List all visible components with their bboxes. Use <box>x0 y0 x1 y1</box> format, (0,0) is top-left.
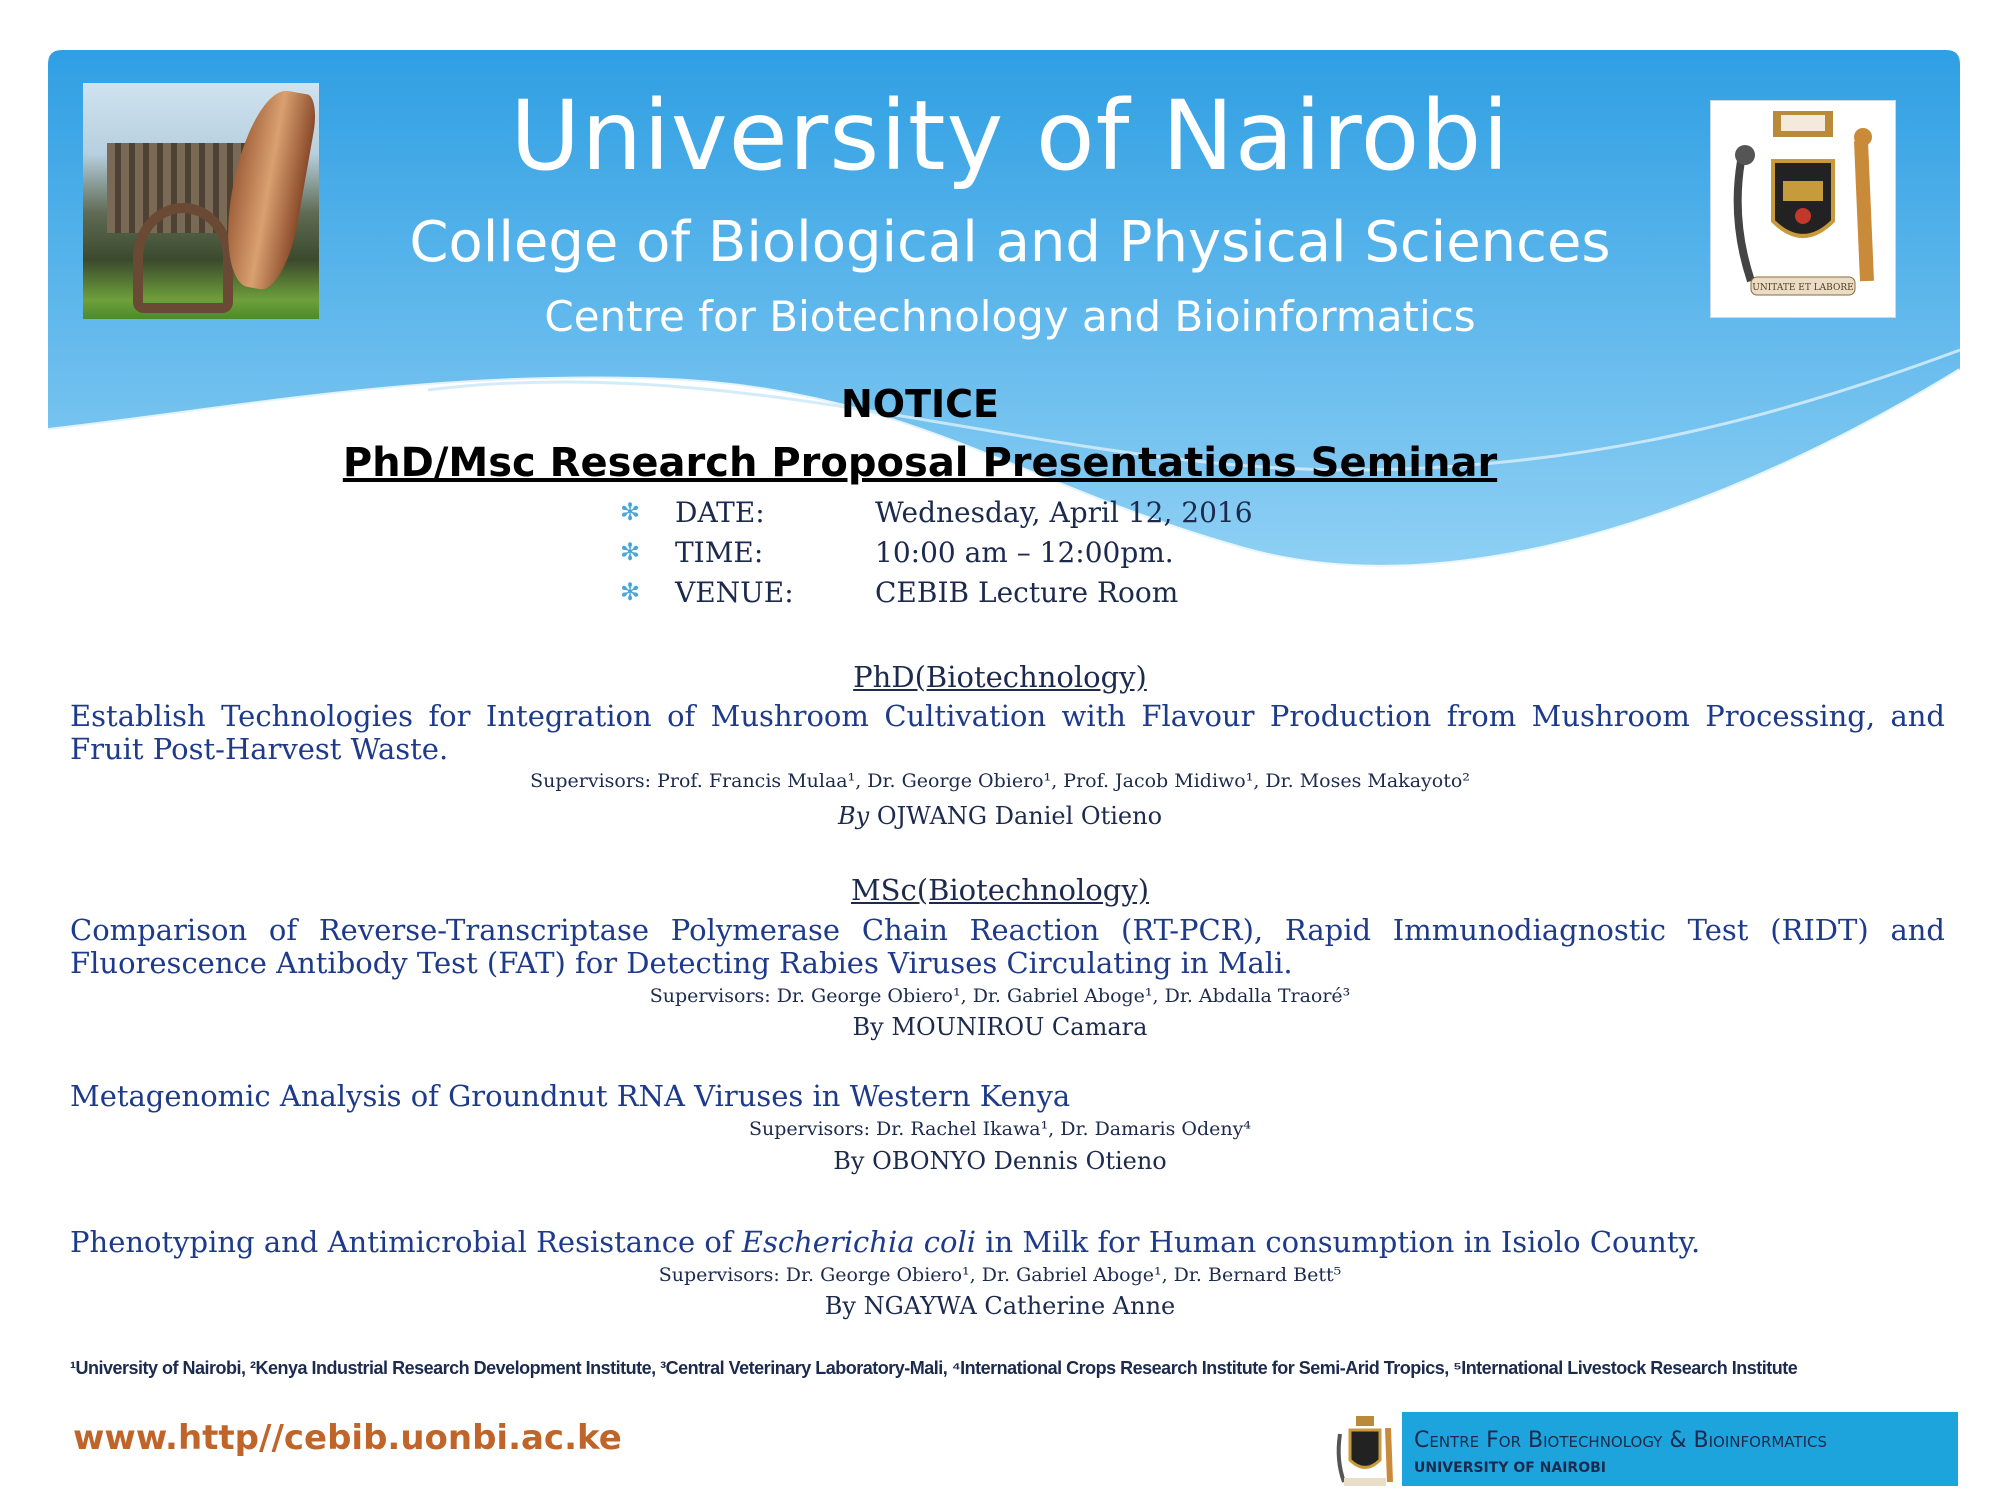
species-name: Escherichia coli <box>741 1225 977 1259</box>
campus-photo <box>83 83 319 319</box>
time-label: TIME: <box>675 535 764 569</box>
event-details <box>620 492 1253 612</box>
venue-label: VENUE: <box>675 575 794 609</box>
presenter-name: OJWANG Daniel Otieno <box>876 802 1163 830</box>
msc-project-title-3 <box>70 1226 1945 1259</box>
msc-presenter-1: By MOUNIROU Camara <box>852 1013 1148 1041</box>
crest-motto: UNITATE ET LABORE <box>1752 283 1854 293</box>
time-row <box>620 532 1253 572</box>
footer-logo-subtitle: UNIVERSITY OF NAIROBI <box>1414 1460 1606 1476</box>
bullet-icon: ✻ <box>620 578 641 606</box>
seminar-title: PhD/Msc Research Proposal Presentations Seminar <box>342 440 1498 486</box>
notice-heading: NOTICE <box>840 382 999 426</box>
mini-crest-icon <box>1330 1410 1400 1490</box>
footer-logo-title: Centre For Biotechnology & Bioinformatics <box>1414 1428 1827 1453</box>
venue-value: CEBIB Lecture Room <box>875 575 1179 609</box>
by-prefix: By <box>837 802 870 830</box>
msc-supervisors-2: Supervisors: Dr. Rachel Ikawa¹, Dr. Damaris Odeny⁴ <box>749 1118 1251 1140</box>
website-link[interactable]: www.http//cebib.uonbi.ac.ke <box>73 1418 622 1458</box>
msc-supervisors-1: Supervisors: Dr. George Obiero¹, Dr. Gabriel Aboge¹, Dr. Abdalla Traoré³ <box>649 985 1351 1007</box>
msc-heading: MSc(Biotechnology) <box>850 873 1150 907</box>
college-name: College of Biological and Physical Sciences <box>409 210 1611 275</box>
phd-supervisors: Supervisors: Prof. Francis Mulaa¹, Dr. George Obiero¹, Prof. Jacob Midiwo¹, Dr. Moses Makayoto² <box>530 770 1470 792</box>
university-title: University of Nairobi <box>510 80 1510 192</box>
bullet-icon: ✻ <box>620 498 641 526</box>
bullet-icon: ✻ <box>620 538 641 566</box>
venue-row <box>620 572 1253 612</box>
msc-project-title-1: Comparison of Reverse-Transcriptase Polymerase Chain Reaction (RT-PCR), Rapid Immunodiagnostic Test (RIDT) and Fluorescence Antibody Test (FAT) for Detecting Rabies Viruses Circulating in Mali. <box>70 913 1945 980</box>
msc-presenter-2: By OBONYO Dennis Otieno <box>833 1147 1167 1175</box>
centre-name: Centre for Biotechnology and Bioinformatics <box>544 292 1476 341</box>
footer-logo <box>1330 1410 1960 1490</box>
msc-supervisors-3: Supervisors: Dr. George Obiero¹, Dr. Gabriel Aboge¹, Dr. Bernard Bett⁵ <box>658 1264 1342 1286</box>
time-value: 10:00 am – 12:00pm. <box>875 535 1174 569</box>
phd-project-title: Establish Technologies for Integration of Mushroom Cultivation with Flavour Production from Mushroom Processing, and Fruit Post-Harvest Waste. <box>70 699 1945 766</box>
phd-presenter <box>0 802 2000 830</box>
msc-presenter-3: By NGAYWA Catherine Anne <box>824 1292 1176 1320</box>
affiliations-footnote: ¹University of Nairobi, ²Kenya Industrial Research Development Institute, ³Central Veterinary Laboratory-Mali, ⁴International Crops Research Institute for Semi-Arid Tropics, ⁵International Livestock Research Institute <box>70 1358 1798 1378</box>
date-value: Wednesday, April 12, 2016 <box>875 495 1253 529</box>
msc-project-title-2: Metagenomic Analysis of Groundnut RNA Viruses in Western Kenya <box>70 1079 1071 1113</box>
date-label: DATE: <box>675 495 765 529</box>
title-text: in Milk for Human consumption in Isiolo County. <box>976 1225 1701 1259</box>
title-text: Phenotyping and Antimicrobial Resistance of <box>70 1225 742 1259</box>
phd-heading: PhD(Biotechnology) <box>853 660 1147 694</box>
date-row <box>620 492 1253 532</box>
university-crest <box>1710 100 1896 318</box>
